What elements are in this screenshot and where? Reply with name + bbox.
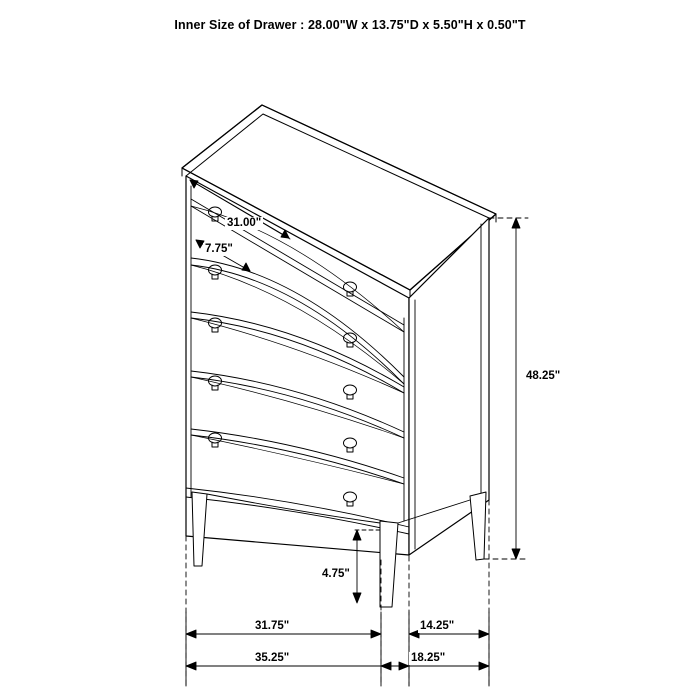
dimension-label-7-75: 7.75" [205, 243, 233, 255]
dimension-label-4-75: 4.75" [322, 568, 350, 580]
dimension-label-14-25: 14.25" [420, 620, 455, 632]
dimension-label-35-25: 35.25" [255, 652, 290, 664]
dimension-label-31-00: 31.00" [227, 217, 262, 229]
page-title: Inner Size of Drawer : 28.00"W x 13.75"D x 5.50"H x 0.50"T [174, 18, 526, 32]
dimension-label-48-25: 48.25" [526, 370, 561, 382]
dimension-label-31-75: 31.75" [255, 620, 290, 632]
dimension-label-18-25: 18.25" [411, 652, 446, 664]
